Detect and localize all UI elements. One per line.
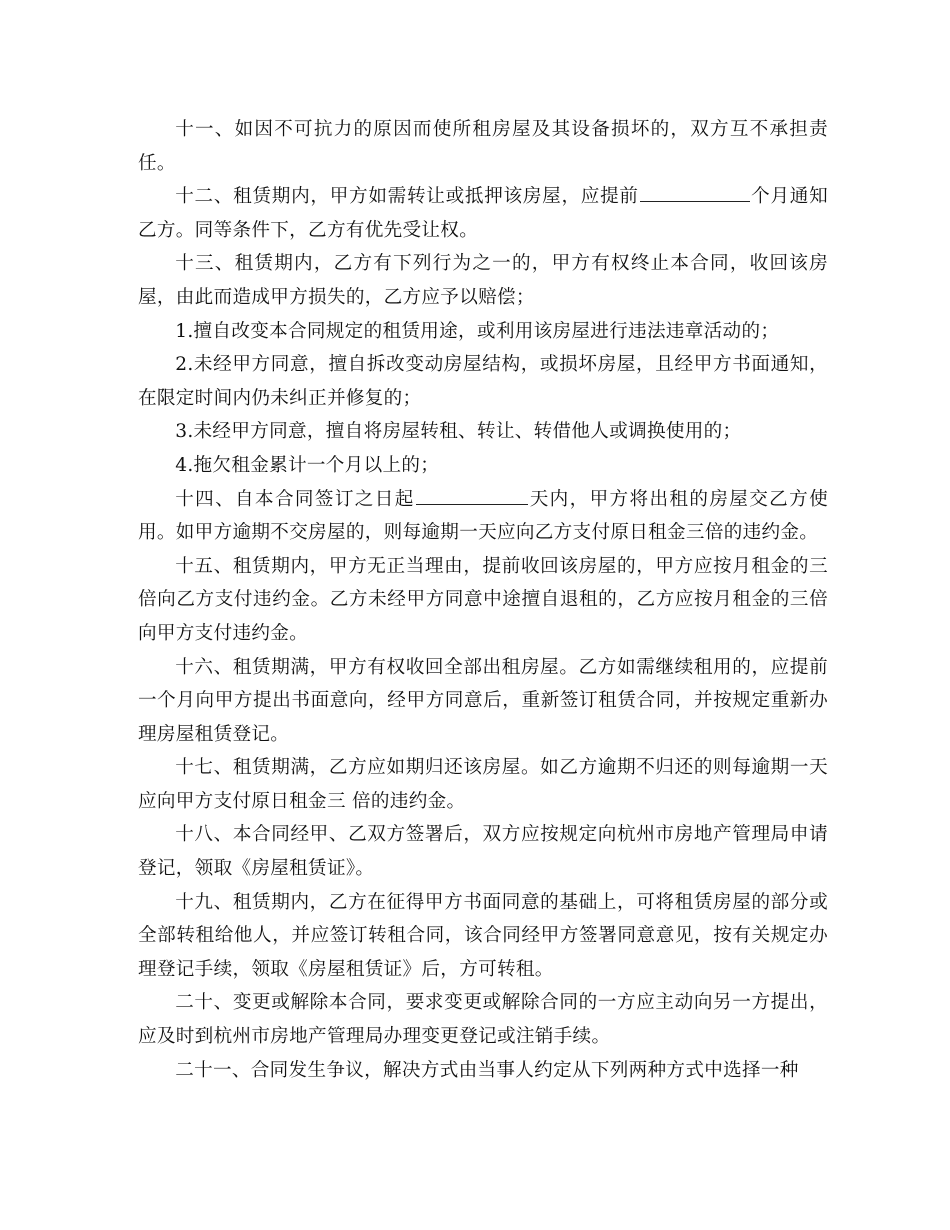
clause-17-text: 十七、租赁期满，乙方应如期归还该房屋。如乙方逾期不归还的则每逾期一天应向甲方支付原日租金三 倍的违约金。 (138, 757, 828, 812)
blank-field-months[interactable] (640, 182, 750, 203)
clause-13-text: 十三、租赁期内，乙方有下列行为之一的，甲方有权终止本合同，收回该房屋，由此而造成甲方损失的，乙方应予以赔偿； (138, 253, 828, 308)
clause-19 (138, 886, 828, 987)
clause-13-item-2-text: 2.未经甲方同意，擅自拆改变动房屋结构，或损坏房屋，且经甲方书面通知，在限定时间内仍未纠正并修复的； (138, 354, 828, 409)
clause-12-text-before: 十二、租赁期内，甲方如需转让或抵押该房屋，应提前 (175, 186, 639, 208)
clause-13-item-1-text: 1.擅自改变本合同规定的租赁用途，或利用该房屋进行违法违章活动的； (175, 320, 780, 342)
clause-18 (138, 818, 828, 885)
clause-13-item-1 (138, 315, 828, 349)
clause-13 (138, 247, 828, 314)
clause-14 (138, 483, 828, 550)
document-body (138, 113, 828, 1087)
clause-13-item-3-text: 3.未经甲方同意，擅自将房屋转租、转让、转借他人或调换使用的； (175, 421, 742, 443)
clause-13-item-4 (138, 449, 828, 483)
clause-20-text: 二十、变更或解除本合同，要求变更或解除合同的一方应主动向另一方提出，应及时到杭州市房地产管理局办理变更登记或注销手续。 (138, 992, 828, 1048)
clause-15 (138, 550, 828, 651)
clause-11 (138, 113, 828, 180)
clause-14-text-before: 十四、自本合同签订之日起 (175, 488, 415, 510)
clause-16-text: 十六、租赁期满，甲方有权收回全部出租房屋。乙方如需继续租用的，应提前一个月向甲方提出书面意向，经甲方同意后，重新签订租赁合同，并按规定重新办理房屋租赁登记。 (138, 656, 828, 745)
clause-13-item-4-text: 4.拖欠租金累计一个月以上的； (175, 454, 440, 476)
clause-15-text: 十五、租赁期内，甲方无正当理由，提前收回该房屋的，甲方应按月租金的三倍向乙方支付违约金。乙方未经甲方同意中途擅自退租的，乙方应按月租金的三倍向甲方支付违约金。 (138, 555, 828, 644)
clause-12-text-after: 个月通知乙方。同等条件下，乙方有优先受让权。 (138, 186, 829, 241)
clause-13-item-3 (138, 415, 828, 449)
clause-11-text: 十一、如因不可抗力的原因而使所租房屋及其设备损坏的，双方互不承担责任。 (138, 119, 828, 174)
clause-21 (138, 1054, 828, 1088)
clause-21-text: 二十一、合同发生争议，解决方式由当事人约定从下列两种方式中选择一种 (175, 1059, 799, 1081)
clause-16 (138, 651, 828, 752)
clause-17 (138, 751, 828, 818)
clause-18-text: 十八、本合同经甲、乙双方签署后，双方应按规定向杭州市房地产管理局申请登记，领取《房屋租赁证》。 (138, 824, 828, 880)
blank-field-days[interactable] (416, 484, 528, 505)
clause-13-item-2 (138, 348, 828, 415)
clause-20 (138, 986, 828, 1053)
clause-14-text-after: 天内，甲方将出租的房屋交乙方使用。如甲方逾期不交房屋的，则每逾期一天应向乙方支付原日租金三倍的违约金。 (138, 488, 828, 544)
clause-12 (138, 180, 828, 247)
clause-19-text: 十九、租赁期内，乙方在征得甲方书面同意的基础上，可将租赁房屋的部分或全部转租给他人，并应签订转租合同，该合同经甲方签署同意意见，按有关规定办理登记手续，领取《房屋租赁证》后，方可转租。 (138, 891, 828, 980)
